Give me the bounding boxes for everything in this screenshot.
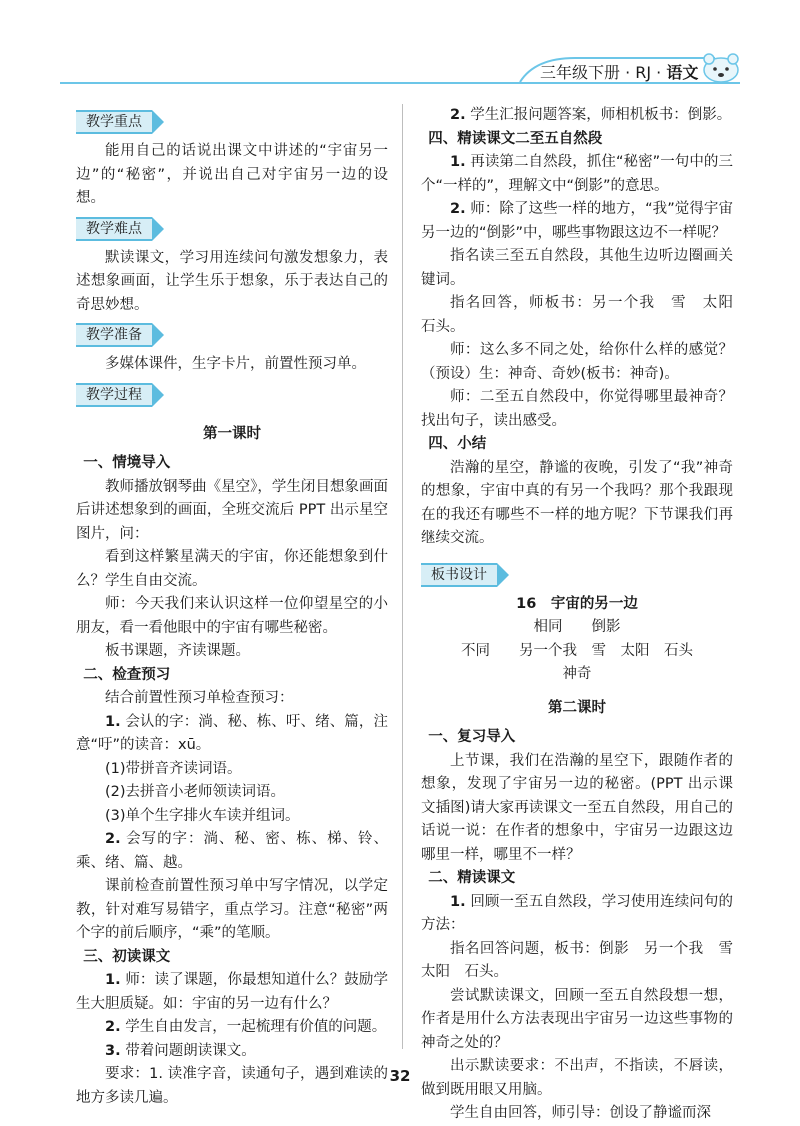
paragraph: 1. 会认的字：淌、秘、栋、吁、绪、篇，注意“吁”的读音：xū。	[76, 713, 388, 753]
paragraph: 2. 学生自由发言，一起梳理有价值的问题。	[105, 1019, 387, 1035]
paragraph: 2. 会写的字：淌、秘、密、栋、梯、铃、乘、绪、篇、越。	[76, 831, 388, 871]
paragraph: 课前检查前置性预习单中写字情况，以学定教，针对难写易错字，重点学习。注意“秘密”两个字的前后顺序，“乘”的笔顺。	[76, 878, 388, 941]
header-grade-text: 三年级下册 · RJ ·	[540, 63, 667, 82]
paragraph: 1. 再读第二自然段，抓住“秘密”一句中的三个“一样的”，理解文中“倒影”的意思。	[421, 154, 733, 194]
header-title	[540, 60, 698, 83]
paragraph: 要求：1. 读准字音，读通句子，遇到难读的地方多读几遍。	[76, 1066, 388, 1106]
paragraph: 浩瀚的星空，静谧的夜晚，引发了“我”神奇的想象，宇宙中真的有另一个我吗？那个我跟现在的我还有哪些不一样的地方呢？下节课我们再继续交流。	[421, 459, 733, 546]
mascot-icon	[700, 50, 742, 84]
paragraph: 1. 师：读了课题，你最想知道什么？鼓励学生大胆质疑。如：宇宙的另一边有什么？	[76, 972, 388, 1012]
header-subject: 语文	[666, 63, 699, 82]
section-tag-key-points: 教学重点	[76, 110, 152, 132]
step-heading: 二、精读课文	[428, 870, 516, 886]
paragraph: 3. 带着问题朗读课文。	[105, 1042, 256, 1059]
board-line: 神奇	[562, 666, 592, 682]
paragraph: 师：二至五自然段中，你觉得哪里最神奇？找出句子，读出感受。	[421, 389, 733, 429]
paragraph: 师：今天我们来认识这样一位仰望星空的小朋友，看一看他眼中的宇宙有哪些秘密。	[76, 596, 388, 636]
board-line: 相同 倒影	[533, 619, 621, 635]
page-number: 32	[389, 1067, 411, 1085]
board-line: 不同 另一个我 雪 太阳 石头	[461, 642, 693, 659]
paragraph: 指名回答问题，板书：倒影 另一个我 雪 太阳 石头。	[421, 940, 748, 980]
left-column	[76, 104, 388, 1110]
right-column	[421, 104, 748, 1126]
paragraph: 师：这么多不同之处，给你什么样的感觉？（预设）生：神奇、奇妙(板书：神奇)。	[421, 342, 733, 382]
section-tag-difficulties: 教学难点	[76, 217, 152, 239]
paragraph: 1. 回顾一至五自然段，学习使用连续问句的方法：	[421, 893, 733, 933]
step-heading: 四、精读课文二至五自然段	[428, 130, 603, 147]
paragraph: 结合前置性预习单检查预习：	[105, 690, 294, 706]
paragraph: (1)带拼音齐读词语。	[105, 760, 242, 777]
step-heading: 一、复习导入	[428, 729, 516, 745]
paragraph: 上节课，我们在浩瀚的星空下，跟随作者的想象，发现了宇宙另一边的秘密。(PPT 出示课文插图)请大家再读课文一至五自然段，用自己的话说一说：在作者的想象中，宇宙另一边跟这边哪里一样，哪里不一样？	[421, 752, 733, 863]
preparation-text: 多媒体课件，生字卡片，前置性预习单。	[105, 356, 366, 372]
board-design	[421, 593, 733, 687]
paragraph: 出示默读要求：不出声，不指读，不唇读，做到既用眼又用脑。	[421, 1058, 733, 1098]
step-heading: 一、情境导入	[83, 455, 171, 471]
lesson-1-heading: 第一课时	[203, 425, 261, 442]
section-tag-process: 教学过程	[76, 383, 152, 405]
paragraph: (2)去拼音小老师领读词语。	[105, 784, 286, 800]
paragraph: 2. 师：除了这些一样的地方，“我”觉得宇宙另一边的“倒影”中，哪些事物跟这边不一样呢？	[421, 201, 733, 241]
paragraph: 板书课题，齐读课题。	[105, 643, 250, 659]
board-title: 16 宇宙的另一边	[516, 595, 638, 612]
section-tag-board-design: 板书设计	[421, 563, 497, 585]
step-heading: 四、小结	[428, 436, 487, 452]
section-tag-preparation: 教学准备	[76, 323, 152, 345]
paragraph: 教师播放钢琴曲《星空》，学生闭目想象画面后讲述想象到的画面，全班交流后 PPT 出示星空图片，问：	[76, 478, 388, 542]
key-points-text: 能用自己的话说出课文中讲述的“宇宙另一边”的“秘密”，并说出自己对宇宙另一边的设想。	[76, 143, 388, 206]
paragraph: 看到这样繁星满天的宇宙，你还能想象到什么？学生自由交流。	[76, 549, 388, 589]
step-heading: 三、初读课文	[83, 948, 171, 965]
paragraph: 2. 学生汇报问题答案，师相机板书：倒影。	[450, 107, 732, 123]
paragraph: 尝试默读课文，回顾一至五自然段想一想，作者是用什么方法表现出宇宙另一边这些事物的神奇之处的？	[421, 987, 733, 1051]
column-divider	[402, 104, 403, 1049]
paragraph: 学生自由回答，师引导：创设了静谧而深	[450, 1105, 711, 1121]
paragraph: 指名回答，师板书：另一个我 雪 太阳 石头。	[421, 295, 748, 335]
paragraph: (3)单个生字排火车读并组词。	[105, 807, 300, 824]
lesson-2-heading: 第二课时	[548, 699, 606, 716]
paragraph: 指名读三至五自然段，其他生边听边圈画关键词。	[421, 248, 733, 288]
step-heading: 二、检查预习	[83, 666, 171, 683]
difficulties-text: 默读课文，学习用连续问句激发想象力，表述想象画面，让学生乐于想象，乐于表达自己的奇思妙想。	[76, 249, 388, 313]
header-rule	[60, 82, 740, 84]
